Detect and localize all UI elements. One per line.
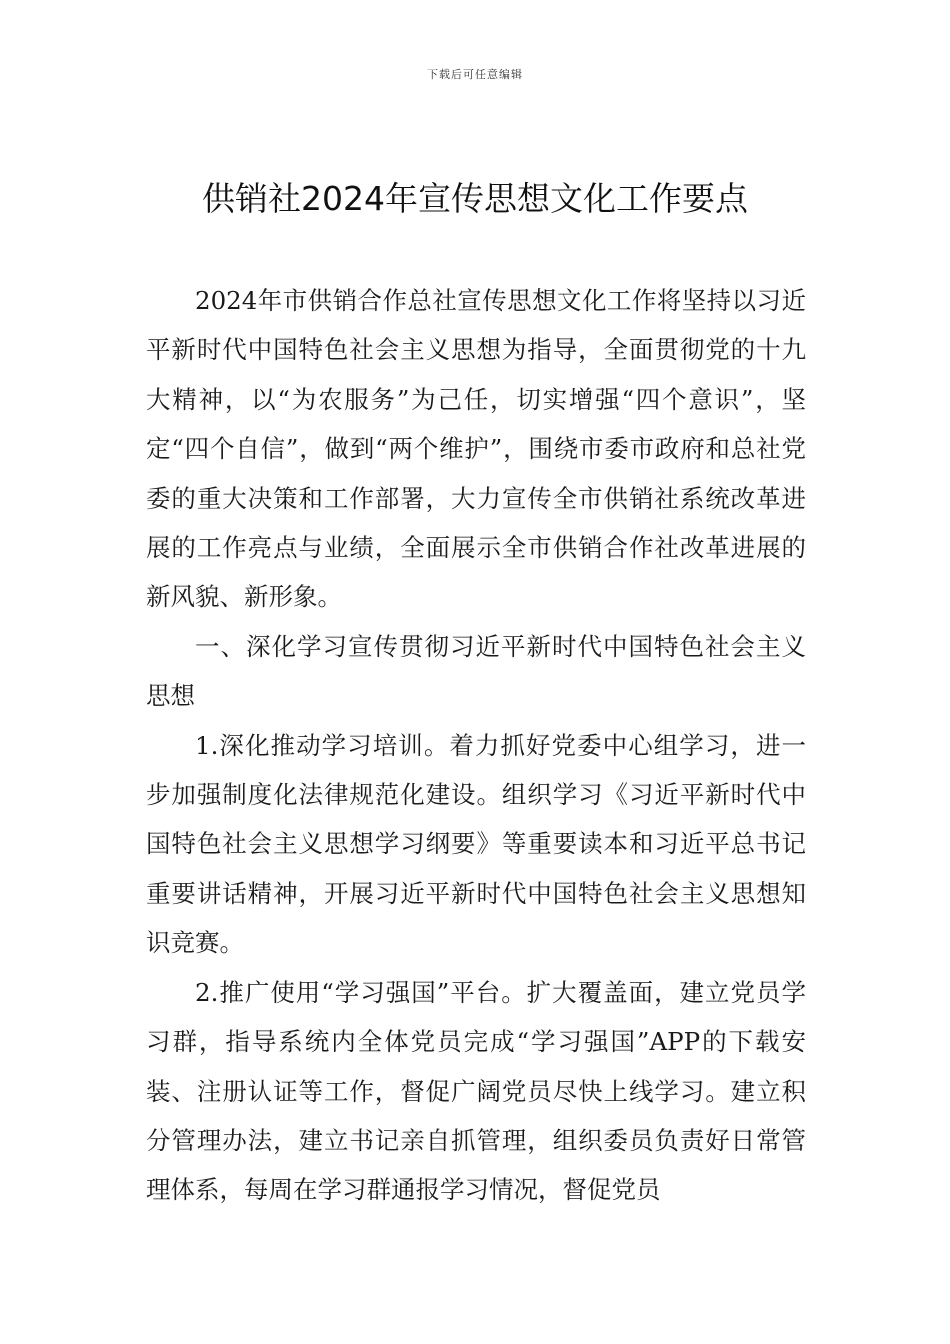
item-paragraph-2: 2.推广使用“学习强国”平台。扩大覆盖面，建立党员学习群，指导系统内全体党员完成“学习强国”APP的下载安装、注册认证等工作，督促广阔党员尽快上线学习。建立积分管理办法，建立书记亲自抓管理，组织委员负责好日常管理体系，每周在学习群通报学习情况，督促党员 (146, 977, 806, 1205)
document-title: 供销社2024年宣传思想文化工作要点 (202, 179, 748, 218)
intro-paragraph: 2024年市供销合作总社宣传思想文化工作将坚持以习近平新时代中国特色社会主义思想为指导，全面贯彻党的十九大精神，以“为农服务”为己任，切实增强“四个意识”，坚定“四个自信”，做到“两个维护”，围绕市委市政府和总社党委的重大决策和工作部署，大力宣传全市供销社系统改革进展的工作亮点与业绩，全面展示全市供销合作社改革进展的新风貌、新形象。 (146, 286, 806, 612)
document-body (146, 276, 806, 1215)
header-note: 下载后可任意编辑 (427, 68, 523, 81)
item-paragraph-1: 1.深化推动学习培训。着力抓好党委中心组学习，进一步加强制度化法律规范化建设。组织学习《习近平新时代中国特色社会主义思想学习纲要》等重要读本和习近平总书记重要讲话精神，开展习近平新时代中国特色社会主义思想知识竞赛。 (146, 730, 806, 958)
section-heading-1: 一、深化学习宣传贯彻习近平新时代中国特色社会主义思想 (146, 631, 806, 711)
